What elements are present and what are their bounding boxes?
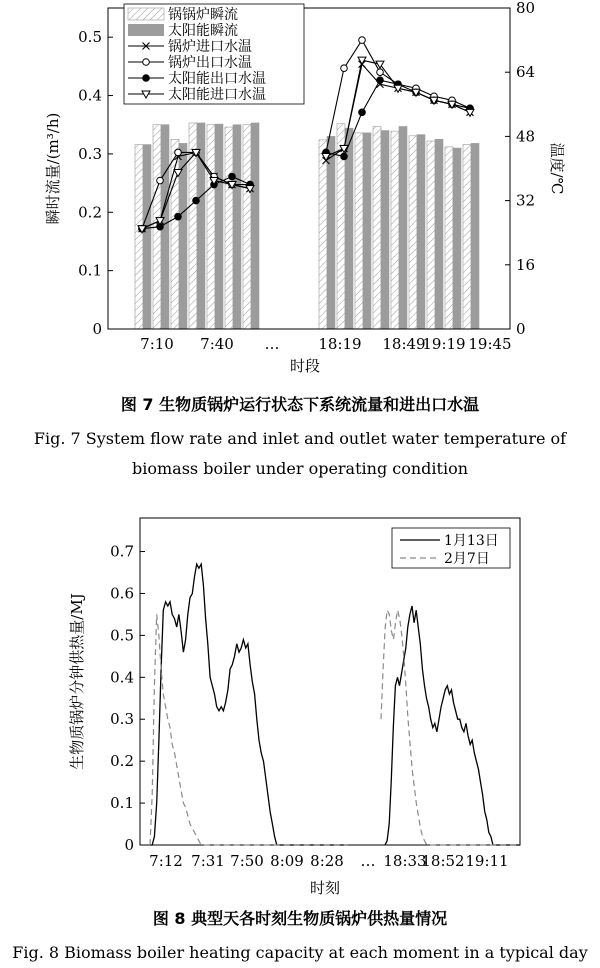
- y-tick-label: 0.7: [110, 542, 134, 561]
- marker-open-circle: [143, 59, 150, 66]
- figure-8-caption-en-1: Fig. 8 Biomass boiler heating capacity at each moment in a typical day: [12, 943, 588, 962]
- line-series-0: [150, 564, 520, 845]
- bar-boiler-flow: [243, 125, 251, 329]
- figure-7-caption-zh: 图 7 生物质锅炉运行状态下系统流量和进出口水温: [120, 395, 480, 414]
- bar-boiler-flow: [463, 145, 471, 329]
- bar-boiler-flow: [207, 125, 215, 329]
- x-tick-label: 7:12: [149, 852, 183, 870]
- y2-tick-label: 48: [516, 127, 536, 146]
- x-tick-label: 18:19: [318, 335, 362, 353]
- figure-7: [0, 0, 600, 400]
- marker-open-circle: [377, 69, 384, 76]
- bar-boiler-flow: [427, 141, 435, 329]
- marker-filled-circle: [377, 77, 384, 84]
- x-tick-label: 19:11: [465, 852, 509, 870]
- bar-solar-flow: [417, 135, 425, 329]
- x-tick-label: 18:33: [383, 852, 427, 870]
- bar-solar-flow: [215, 124, 223, 329]
- y-tick-label: 0: [92, 320, 102, 338]
- y2-axis-title: 温度/℃: [548, 142, 566, 195]
- legend-label: 1月13日: [444, 533, 499, 549]
- figure-8: [0, 510, 600, 910]
- x-axis-title: 时刻: [309, 879, 341, 897]
- x-axis-title: 时段: [289, 357, 321, 375]
- x-tick-label: 18:52: [421, 852, 465, 870]
- bar-boiler-flow: [135, 145, 143, 329]
- bar-solar-flow: [381, 131, 389, 329]
- bar-solar-flow: [399, 126, 407, 329]
- x-tick-label: 18:49: [382, 335, 426, 353]
- bar-solar-flow: [453, 148, 461, 329]
- chart-heating-capacity: [0, 510, 600, 910]
- y-axis-title: 生物质锅炉分钟供热量/MJ: [68, 593, 86, 770]
- y-tick-label: 0.4: [110, 668, 134, 687]
- y-tick-label: 0: [124, 836, 134, 854]
- y2-tick-label: 32: [516, 191, 536, 210]
- figure-7-caption-en-1: Fig. 7 System flow rate and inlet and outlet water temperature of: [33, 429, 567, 448]
- bar-solar-flow: [233, 125, 241, 329]
- legend: [124, 4, 304, 104]
- bar-solar-flow: [143, 145, 151, 329]
- heating-line-jan13: [150, 564, 348, 845]
- y2-tick-label: 16: [516, 255, 536, 274]
- heating-line-feb7: [381, 610, 516, 845]
- x-tick-label: 8:28: [310, 852, 344, 870]
- x-tick-label: 8:09: [270, 852, 304, 870]
- legend-label: 太阳能出口水温: [168, 71, 266, 87]
- y-tick-label: 0.2: [78, 203, 102, 222]
- x-tick-label: …: [264, 335, 280, 353]
- legend-label: 锅炉出口水温: [168, 55, 252, 71]
- y-tick-label: 0.4: [78, 86, 102, 105]
- bar-boiler-flow: [373, 126, 381, 329]
- line-series-1: [150, 610, 516, 845]
- bar-solar-flow: [363, 133, 371, 329]
- figure-8-caption-zh: 图 8 典型天各时刻生物质锅炉供热量情况: [152, 909, 448, 928]
- y-tick-label: 0.3: [78, 144, 102, 163]
- marker-filled-circle: [359, 109, 366, 116]
- y-tick-label: 0.2: [110, 752, 134, 771]
- y2-tick-label: 0: [516, 320, 526, 338]
- y-tick-label: 0.1: [78, 261, 102, 280]
- bar-boiler-flow: [391, 131, 399, 329]
- x-tick-label: 7:40: [200, 335, 234, 353]
- x-tick-label: 7:10: [140, 335, 174, 353]
- bar-boiler-flow: [409, 136, 417, 329]
- legend-label: 锅锅炉瞬流: [168, 7, 238, 23]
- marker-filled-circle: [193, 197, 200, 204]
- bar-solar-flow: [327, 136, 335, 329]
- marker-open-circle: [359, 37, 366, 44]
- marker-open-circle: [175, 149, 182, 156]
- legend: [392, 528, 510, 568]
- bar-boiler-flow: [445, 147, 453, 329]
- y2-tick-label: 64: [516, 63, 536, 82]
- chart-flow-temperature: [0, 0, 600, 400]
- bar-solar-flow: [471, 143, 479, 329]
- figure-7-caption-en-2: biomass boiler under operating condition: [131, 459, 469, 478]
- bar-solar-flow: [251, 123, 259, 329]
- bar-boiler-flow: [225, 127, 233, 329]
- marker-filled-circle: [341, 153, 348, 160]
- x-tick-label: 7:31: [191, 852, 225, 870]
- x-tick-label: 19:19: [422, 335, 466, 353]
- bar-solar-flow: [435, 139, 443, 329]
- legend-swatch-gray: [128, 24, 164, 36]
- marker-open-circle: [157, 177, 164, 184]
- legend-label: 锅炉进口水温: [168, 39, 252, 55]
- marker-filled-circle: [143, 75, 150, 82]
- x-tick-label: 7:50: [230, 852, 264, 870]
- y-axis-title: 瞬时流量/(m³/h): [44, 112, 62, 225]
- marker-filled-circle: [175, 213, 182, 220]
- y-tick-label: 0.1: [110, 794, 134, 813]
- heating-line-jan13: [385, 606, 520, 845]
- y2-tick-label: 80: [516, 0, 536, 17]
- legend-label: 2月7日: [444, 551, 490, 567]
- x-tick-label: …: [360, 852, 376, 870]
- x-tick-label: 19:45: [468, 335, 512, 353]
- y-tick-label: 0.3: [110, 710, 134, 729]
- bar-boiler-flow: [355, 133, 363, 329]
- marker-filled-circle: [229, 173, 236, 180]
- legend-swatch-hatched: [128, 8, 164, 20]
- legend-label: 太阳能进口水温: [168, 87, 266, 103]
- legend-label: 太阳能瞬流: [168, 23, 238, 39]
- marker-open-circle: [341, 65, 348, 72]
- bar-boiler-flow: [319, 140, 327, 329]
- y-tick-label: 0.5: [78, 28, 102, 47]
- y-tick-label: 0.6: [110, 584, 134, 603]
- y-tick-label: 0.5: [110, 626, 134, 645]
